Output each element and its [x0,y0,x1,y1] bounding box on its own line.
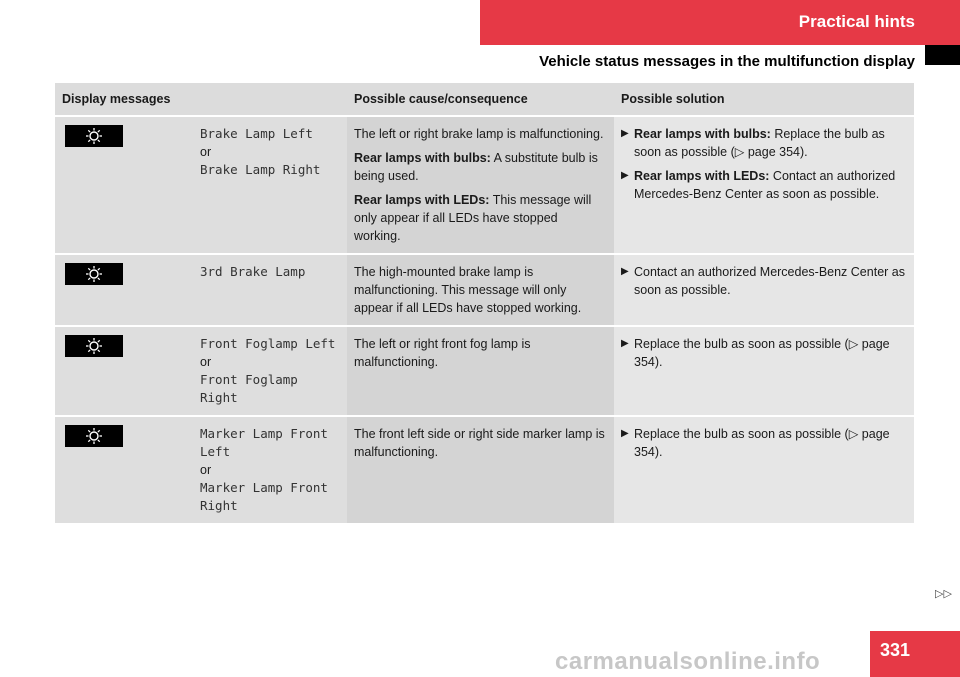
table-header-row [55,83,914,115]
bulb-icon [65,335,123,357]
message-text: Marker Lamp Front Left [200,426,328,459]
header-black-tab [925,45,960,65]
page-subtitle: Vehicle status messages in the multifunction display [539,53,915,70]
watermark: carmanualsonline.info [555,648,821,675]
bulb-icon [65,263,123,285]
icon-cell [55,415,193,523]
bulb-icon [65,425,123,447]
or-separator: or [200,145,212,159]
message-text-alt: Brake Lamp Right [200,162,321,177]
cause-text: The front left side or right side marker lamp is malfunctioning. [354,427,605,459]
solution-label: Rear lamps with bulbs: [634,127,771,141]
solution-text: Replace the bulb as soon as possible (▷ page 354). [634,127,885,159]
page-number: 331 [880,640,911,660]
cause-text: A substitute bulb is being used. [354,151,598,183]
cause-cell [347,325,614,415]
bullet-arrow-icon: ▶ [621,428,629,439]
icon-cell [55,325,193,415]
cause-paragraph [354,125,607,143]
table-row [55,115,914,253]
solution-label: Rear lamps with LEDs: [634,169,770,183]
solution-cell [614,415,914,523]
bullet-arrow-icon: ▶ [621,266,629,277]
cause-paragraph [354,335,607,371]
continued-marker: ▷▷ [935,588,952,600]
message-text: Brake Lamp Left [200,126,313,141]
message-text-alt: Marker Lamp Front Right [200,480,328,513]
bullet-arrow-icon: ▶ [621,338,629,349]
cause-cell [347,115,614,253]
cause-label: Rear lamps with bulbs: [354,151,491,165]
cause-paragraph [354,191,607,245]
solution-text: Contact an authorized Mercedes-Benz Center as soon as possible. [634,169,896,201]
cause-text: The left or right brake lamp is malfunctioning. [354,127,604,141]
cause-text: The high-mounted brake lamp is malfunctioning. This message will only appear if all LEDs have stopped working. [354,265,582,315]
table-row [55,325,914,415]
message-text: 3rd Brake Lamp [200,264,306,279]
message-cell [193,325,347,415]
solution-item [621,167,907,203]
bullet-arrow-icon: ▶ [621,128,629,139]
bulb-icon [65,125,123,147]
message-cell [193,115,347,253]
solution-item [621,425,907,461]
col-possible-solution: Possible solution [614,83,914,115]
cause-paragraph [354,425,607,461]
solution-cell [614,253,914,325]
table-row [55,415,914,523]
cause-label: Rear lamps with LEDs: [354,193,490,207]
cause-cell [347,415,614,523]
solution-text: Replace the bulb as soon as possible (▷ page 354). [634,337,890,369]
status-messages-table [55,83,914,523]
icon-cell [55,115,193,253]
cause-paragraph [354,263,607,317]
solution-cell [614,115,914,253]
message-text-alt: Front Foglamp Right [200,372,298,405]
or-separator: or [200,463,212,477]
cause-text: This message will only appear if all LEDs have stopped working. [354,193,592,243]
solution-cell [614,325,914,415]
solution-item [621,335,907,371]
cause-cell [347,253,614,325]
solution-text: Replace the bulb as soon as possible (▷ page 354). [634,427,890,459]
cause-text: The left or right front fog lamp is malfunctioning. [354,337,531,369]
col-possible-cause: Possible cause/consequence [347,83,614,115]
cause-paragraph [354,149,607,185]
col-display-messages: Display messages [55,83,347,115]
message-cell [193,253,347,325]
table-row [55,253,914,325]
icon-cell [55,253,193,325]
message-cell [193,415,347,523]
or-separator: or [200,355,212,369]
message-text: Front Foglamp Left [200,336,336,351]
solution-item [621,125,907,161]
bullet-arrow-icon: ▶ [621,170,629,181]
section-title: Practical hints [798,12,915,31]
solution-item [621,263,907,299]
solution-text: Contact an authorized Mercedes-Benz Center as soon as possible. [634,265,905,297]
